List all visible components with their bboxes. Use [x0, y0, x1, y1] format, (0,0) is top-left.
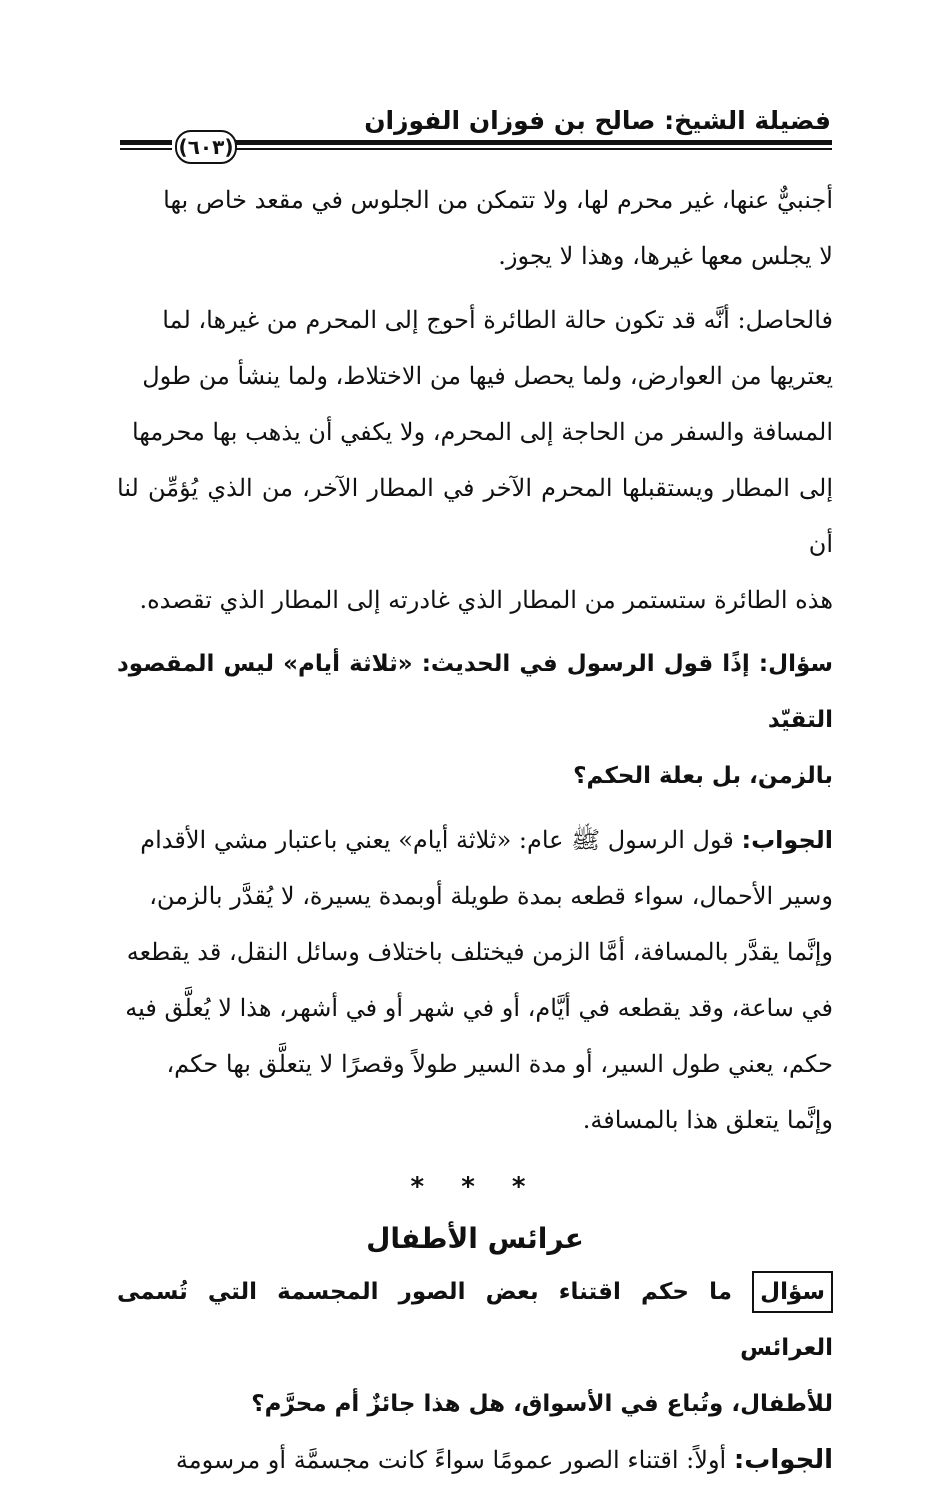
- page-body: [117, 172, 833, 1488]
- page-number: (٦٠٣): [175, 130, 237, 164]
- header-rule-thick-line: [234, 140, 832, 145]
- section-question-text: ما حكم اقتناء بعض الصور المجسمة التي تُسمى العرائس للأطفال، وتُباع في الأسواق، هل هذا جائزٌ أم محرَّم؟: [117, 1279, 833, 1417]
- answer-paragraph: [117, 812, 833, 1148]
- header-rule-thin-line: [234, 148, 832, 150]
- section-separator: * * *: [410, 1172, 540, 1202]
- question-paragraph: سؤال: إذًا قول الرسول في الحديث: «ثلاثة أيام» ليس المقصود التقيّد بالزمن، بل بعلة الحكم؟: [117, 651, 833, 789]
- running-header-title: فضيلة الشيخ: صالح بن فوزان الفوزان: [364, 106, 831, 135]
- section-title: عرائس الأطفال: [366, 1222, 584, 1255]
- header-rule: [120, 136, 832, 158]
- paragraph-conclusion: فالحاصل: أنَّه قد تكون حالة الطائرة أحوج إلى المحرم من غيرها، لما يعتريها من العوارض، ولما يحصل فيها من الاختلاط، ولما ينشأ من طول المسافة والسفر من الحاجة إلى المحرم، ولا يكفي أن يذهب بها محرمها إلى المطار ويستقبلها المحرم الآخر في المطار الآخر، من الذي يُؤمِّن لنا أن هذه الطائرة ستستمر من المطار الذي غادرته إلى المطار الذي تقصده.: [117, 306, 833, 614]
- section-question-paragraph: [117, 1264, 833, 1432]
- section-answer-paragraph: [117, 1432, 833, 1488]
- header-rule-left-thick-line: [120, 140, 172, 145]
- question-label-box: سؤال: [752, 1271, 833, 1313]
- answer-label: الجواب:: [741, 826, 833, 854]
- answer-text: قول الرسول ﷺ عام: «ثلاثة أيام» يعني باعتبار مشي الأقدام وسير الأحمال، سواء قطعه بمدة طويلة أوبمدة يسيرة، لا يُقدَّر بالزمن، وإنَّما يقدَّر بالمسافة، أمَّا الزمن فيختلف باختلاف وسائل النقل، قد يقطعه في ساعة، وقد يقطعه في أيَّام، أو في شهر أو في أشهر، هذا لا يُعلَّق فيه حكم، يعني طول السير، أو مدة السير طولاً وقصرًا لا يتعلَّق بها حكم، وإنَّما يتعلق هذا بالمسافة.: [125, 826, 833, 1134]
- header-rule-left-thin-line: [120, 148, 172, 150]
- section-answer-text: أولاً: اقتناء الصور عمومًا سواءً كانت مجسمَّة أو مرسومة: [175, 1446, 734, 1474]
- paragraph-continuation: أجنبيٌّ عنها، غير محرم لها، ولا تتمكن من الجلوس في مقعد خاص بها لا يجلس معها غيرها، وهذا لا يجوز.: [163, 186, 833, 270]
- section-answer-label: الجواب:: [733, 1445, 833, 1475]
